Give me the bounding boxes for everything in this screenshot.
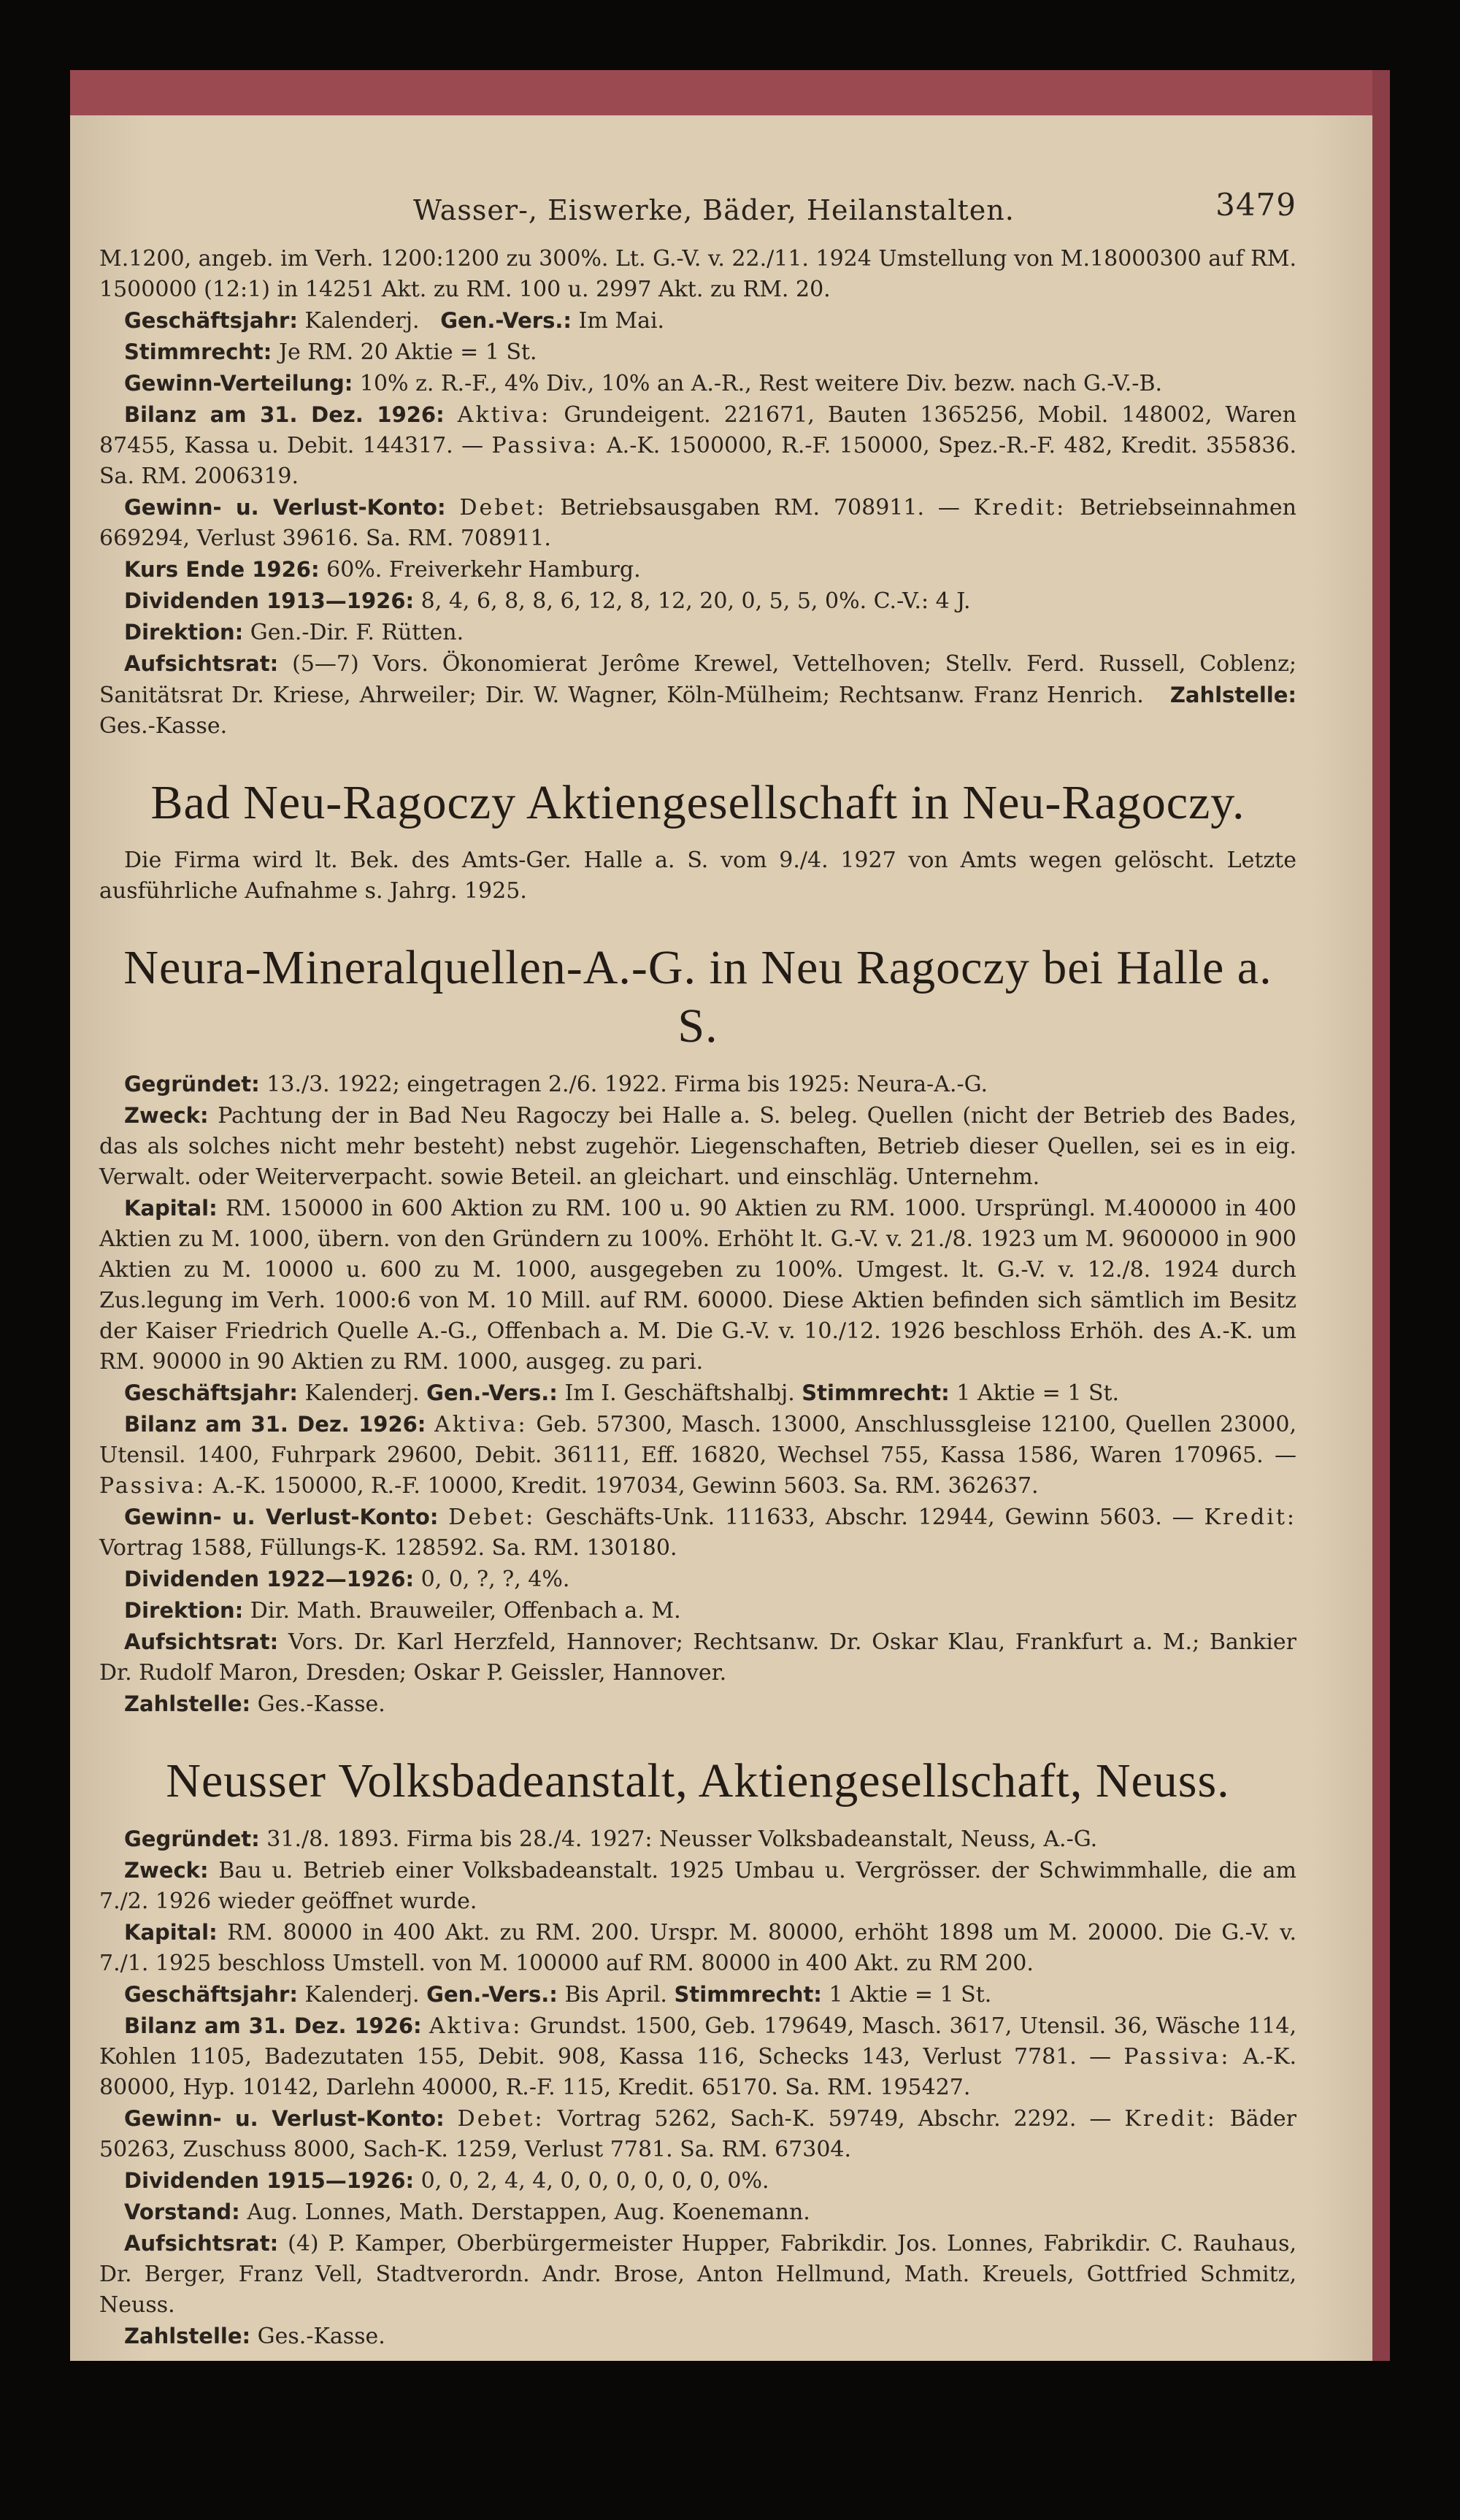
management: Direktion: Gen.-Dir. F. Rütten. xyxy=(124,620,464,645)
fiscal-year-line: Geschäftsjahr: Kalenderj. Gen.-Vers.: Bis April. Stimmrecht: 1 Aktie = 1 St. xyxy=(124,1982,992,2008)
supervisory-board: Aufsichtsrat: Vors. Dr. Karl Herzfeld, Hannover; Rechtsanw. Dr. Oskar Klau, Frankfurt a. M.; Bankier Dr. Rudolf Maron, Dresden; Oskar P. Geissler, Hannover. xyxy=(99,1629,1296,1686)
balance-sheet: Bilanz am 31. Dez. 1926: Aktiva: Grundst. 1500, Geb. 179649, Masch. 3617, Utensil. 36, Wäsche 114, Kohlen 1105, Badezutaten 155, Debit. 908, Kassa 116, Schecks 143, Verlust 7781. — Passiva: A.-K. 80000, Hyp. 10142, Darlehn 40000, R.-F. 115, Kredit. 65170. Sa. RM. 195427. xyxy=(99,2013,1296,2100)
supervisory-board: Aufsichtsrat: (5—7) Vors. Ökonomierat Jerôme Krewel, Vettelhoven; Stellv. Ferd. Russell, Coblenz; Sanitätsrat Dr. Kriese, Ahrweiler; Dir. W. Wagner, Köln-Mülheim; Rechtsanw. Franz Henrich. Zahlstelle: Ges.-Kasse. xyxy=(99,651,1296,739)
running-head-title: Wasser-, Eiswerke, Bäder, Heilanstalten. xyxy=(413,194,1015,226)
running-head xyxy=(99,187,1296,231)
share-price: Kurs Ende 1926: 60%. Freiverkehr Hamburg. xyxy=(124,557,641,583)
board: Vorstand: Aug. Lonnes, Math. Derstappen, Aug. Koenemann. xyxy=(124,2200,810,2225)
management: Direktion: Dir. Math. Brauweiler, Offenbach a. M. xyxy=(124,1598,681,1624)
profit-loss-account: Gewinn- u. Verlust-Konto: Debet: Geschäfts-Unk. 111633, Abschr. 12944, Gewinn 5603. — Kredit: Vortrag 1588, Füllungs-K. 128592. Sa. RM. 130180. xyxy=(99,1505,1296,1561)
purpose: Zweck: Pachtung der in Bad Neu Ragoczy bei Halle a. S. beleg. Quellen (nicht der Betrieb des Bades, das als solches nicht mehr besteht) nebst zugehör. Liegenschaften, Betrieb dieser Quellen, sei es in eig. Verwalt. oder Weiterverpacht. sowie Beteil. an gleichart. und einschläg. Unternehm. xyxy=(99,1103,1296,1190)
entry-neusser-volksbadeanstalt xyxy=(99,1824,1296,2352)
profit-loss-account: Gewinn- u. Verlust-Konto: Debet: Vortrag 5262, Sach-K. 59749, Abschr. 2292. — Kredit: Bäder 50263, Zuschuss 8000, Sach-K. 1259, Verlust 7781. Sa. RM. 67304. xyxy=(99,2106,1296,2162)
purpose: Zweck: Bau u. Betrieb einer Volksbadeanstalt. 1925 Umbau u. Vergrösser. der Schwimmhalle, die am 7./2. 1926 wieder geöffnet wurde. xyxy=(99,1858,1296,1914)
profit-loss-account: Gewinn- u. Verlust-Konto: Debet: Betriebsausgaben RM. 708911. — Kredit: Betriebseinnahmen 669294, Verlust 39616. Sa. RM. 708911. xyxy=(99,495,1296,551)
page-content xyxy=(99,187,1296,2352)
paying-agent: Zahlstelle: Ges.-Kasse. xyxy=(124,1691,385,1717)
entry-continued xyxy=(99,244,1296,742)
capital-continuation: M.1200, angeb. im Verh. 1200:1200 zu 300%. Lt. G.-V. v. 22./11. 1924 Umstellung von M.18000300 auf RM. 1500000 (12:1) in 14251 Akt. zu RM. 100 u. 2997 Akt. zu RM. 20. xyxy=(99,246,1296,302)
page-right-edge xyxy=(1372,70,1390,2361)
page-top-edge xyxy=(70,70,1390,115)
spacer xyxy=(99,231,1296,244)
paying-agent: Zahlstelle: Ges.-Kasse. xyxy=(124,2324,385,2349)
company-heading: Neura-Mineralquellen-A.-G. in Neu Ragoczy bei Halle a. S. xyxy=(123,941,1272,1053)
entry-neura-mineralquellen xyxy=(99,1069,1296,1720)
supervisory-board: Aufsichtsrat: (4) P. Kamper, Oberbürgermeister Hupper, Fabrikdir. Jos. Lonnes, Fabrikdir. C. Rauhaus, Dr. Berger, Franz Vell, Stadtverordn. Andr. Brose, Anton Hellmund, Math. Kreuels, Gottfried Schmitz, Neuss. xyxy=(99,2231,1296,2318)
founded: Gegründet: 13./3. 1922; eingetragen 2./6. 1922. Firma bis 1925: Neura-A.-G. xyxy=(124,1072,988,1097)
dividends: Dividenden 1913—1926: 8, 4, 6, 8, 8, 6, 12, 8, 12, 20, 0, 5, 5, 0%. C.-V.: 4 J. xyxy=(124,588,971,614)
fiscal-year-line: Geschäftsjahr: Kalenderj. Gen.-Vers.: Im Mai. xyxy=(124,308,665,334)
page-number: 3479 xyxy=(1215,187,1296,223)
dividends: Dividenden 1922—1926: 0, 0, ?, ?, 4%. xyxy=(124,1567,570,1592)
company-heading: Bad Neu-Ragoczy Aktiengesellschaft in Neu-Ragoczy. xyxy=(150,776,1245,829)
dividends: Dividenden 1915—1926: 0, 0, 2, 4, 4, 0, 0, 0, 0, 0, 0, 0%. xyxy=(124,2168,769,2194)
entry-bad-neu-ragoczy xyxy=(99,845,1296,907)
entry-text: Die Firma wird lt. Bek. des Amts-Ger. Halle a. S. vom 9./4. 1927 von Amts wegen gelöscht. Letzte ausführliche Aufnahme s. Jahrg. 1925. xyxy=(99,848,1296,904)
capital: Kapital: RM. 150000 in 600 Aktion zu RM. 100 u. 90 Aktien zu RM. 1000. Ursprüngl. M.400000 in 400 Aktien zu M. 1000, übern. von den Gründern zu 100%. Erhöht lt. G.-V. v. 21./8. 1923 um M. 9600000 in 900 Aktien zu M. 10000 u. 600 zu M. 1000, ausgegeben zu 100%. Umgest. lt. G.-V. v. 12./8. 1924 durch Zus.legung im Verh. 1000:6 von M. 10 Mill. auf RM. 60000. Diese Aktien befinden sich sämtlich im Besitz der Kaiser Friedrich Quelle A.-G., Offenbach a. M. Die G.-V. v. 10./12. 1926 beschloss Erhöh. des A.-K. um RM. 90000 in 90 Aktien zu RM. 1000, ausgeg. zu pari. xyxy=(99,1196,1296,1375)
founded: Gegründet: 31./8. 1893. Firma bis 28./4. 1927: Neusser Volksbadeanstalt, Neuss, A.-G. xyxy=(124,1826,1098,1852)
fiscal-year-line: Geschäftsjahr: Kalenderj. Gen.-Vers.: Im I. Geschäftshalbj. Stimmrecht: 1 Aktie = 1 St. xyxy=(124,1380,1120,1406)
company-heading: Neusser Volksbadeanstalt, Aktiengesellschaft, Neuss. xyxy=(166,1754,1230,1808)
balance-sheet: Bilanz am 31. Dez. 1926: Aktiva: Grundeigent. 221671, Bauten 1365256, Mobil. 148002, Waren 87455, Kassa u. Debit. 144317. — Passiva: A.-K. 1500000, R.-F. 150000, Spez.-R.-F. 482, Kredit. 355836. Sa. RM. 2006319. xyxy=(99,402,1296,489)
balance-sheet: Bilanz am 31. Dez. 1926: Aktiva: Geb. 57300, Masch. 13000, Anschlussgleise 12100, Quellen 23000, Utensil. 1400, Fuhrpark 29600, Debit. 36111, Eff. 16820, Wechsel 755, Kassa 1586, Waren 170965. — Passiva: A.-K. 150000, R.-F. 10000, Kredit. 197034, Gewinn 5603. Sa. RM. 362637. xyxy=(99,1412,1296,1499)
voting-right: Stimmrecht: Je RM. 20 Aktie = 1 St. xyxy=(124,339,537,365)
capital: Kapital: RM. 80000 in 400 Akt. zu RM. 200. Urspr. M. 80000, erhöht 1898 um M. 20000. Die G.-V. v. 7./1. 1925 beschloss Umstell. von M. 100000 auf RM. 80000 in 400 Akt. zu RM 200. xyxy=(99,1920,1296,1976)
profit-distribution: Gewinn-Verteilung: 10% z. R.-F., 4% Div., 10% an A.-R., Rest weitere Div. bezw. nach G.-V.-B. xyxy=(124,371,1163,396)
